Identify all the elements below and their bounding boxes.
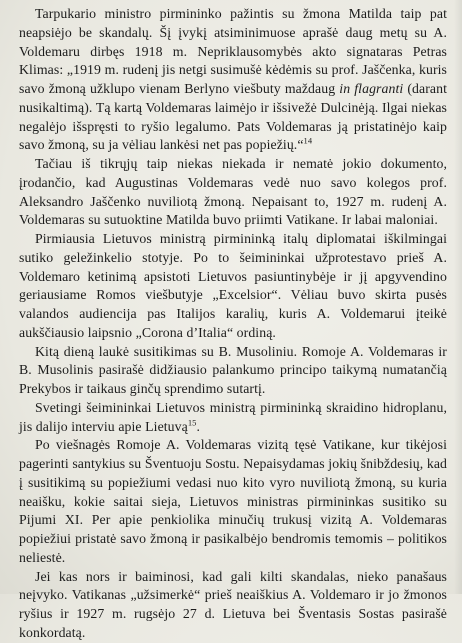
text-run: Jei kas nors ir baiminosi, kad gali kilti skandalas, nieko panašaus neįvyko. Vatikanas „užsimerkė“ prieš neaiškius A. Voldemaro ir jo žmonos ryšius ir 1927 m. rugsėjo 27 d. Lietuva bei Šventasis Sostas pasirašė konkordatą. [19, 568, 447, 640]
paragraph [19, 436, 447, 567]
paragraph [19, 343, 447, 399]
text-run: Tarpukario ministro pirmininko pažintis su žmona Matilda taip pat neapsiėjo be skandalų. Šį įvykį atsiminimuose aprašė daug metų su A. Voldemaru dirbęs 1918 m. Nepriklausomybės akto signataras Petras Klimas: „1919 m. rudenį jis netgi susimušė kėdėmis su prof. Jaščenka, kuris savo žmoną užklupo vienam Berlyno viešbuty maždaug [19, 6, 447, 96]
paragraph [19, 155, 447, 230]
paragraph [19, 230, 447, 343]
paragraph [19, 568, 447, 643]
page-edge-shadow [454, 0, 462, 594]
footnote-ref: 14 [303, 135, 313, 146]
text-run: Po viešnagės Romoje A. Voldemaras vizitą tęsė Vatikane, kur tikėjosi pagerinti santykius su Šventuoju Sostu. Nepaisydamas jokių šnibždesių, kad į susitikimą su popiežiumi vedasi nuo kito vyro nuviliotą žmoną, su kuria neaišku, kokie saitai sieja, Lietuvos ministras pirmininkas susitiko su Pijumi XI. Per apie penkiolika minučių trukusį vizitą A. Voldemaras popiežiui pristatė savo žmoną ir pasikalbėjo bendromis temomis – politikos neliestė. [19, 437, 447, 565]
text-run: Svetingi šeimininkai Lietuvos ministrą pirmininką skraidino hidroplanu, jis dalijo interviu apie Lietuvą [19, 399, 447, 434]
footnote-ref: 15 [187, 416, 197, 427]
paragraph [19, 5, 447, 155]
paragraph [19, 399, 447, 437]
text-run: Kitą dieną laukė susitikimas su B. Musoliniu. Romoje A. Voldemaras ir B. Musolinis pasirašė didžiausio palankumo principo taikymą numatančią Prekybos ir taikaus ginčų sprendimo sutartį. [19, 343, 447, 396]
text-run: Tačiau iš tikrųjų taip niekas niekada ir nematė jokio dokumento, įrodančio, kad Augustinas Voldemaras vedė nuo savo kolegos prof. Aleksandro Jaščenko nuviliotą žmoną. Nepaisant to, 1927 m. rudenį A. Voldemaras su sutuoktine Matilda buvo priimti Vatikane. Ir labai maloniai. [19, 156, 447, 228]
text-run: Pirmiausia Lietuvos ministrą pirmininką italų diplomatai iškilmingai sutiko geležinkelio stotyje. Po to šeimininkai užprotestavo prieš A. Voldemaro ketinimą apsistoti Lietuvos pasiuntinybėje ir jį apgyvendino geriausiame Romos viešbutyje „Excelsior“. Vėliau buvo skirta pusės valandos audiencija pas Italijos karalių, kuris A. Voldemarui įteikė aukščiausio laipsnio „Corona d’Italia“ ordiną. [19, 231, 447, 340]
text-run: (darant nusikaltimą). Tą kartą Voldemaras laimėjo ir išsivežė Dulcinėją. Ilgai niekas negalėjo išspręsti to ryšio legalumo. Pats Voldemaras ją pristatinėjo kaip savo žmoną, su ja vėliau lankėsi net pas popiežių.“ [19, 81, 447, 153]
article-body [19, 5, 447, 643]
text-run: . [196, 418, 201, 434]
italic-text: in flagranti [339, 81, 404, 96]
